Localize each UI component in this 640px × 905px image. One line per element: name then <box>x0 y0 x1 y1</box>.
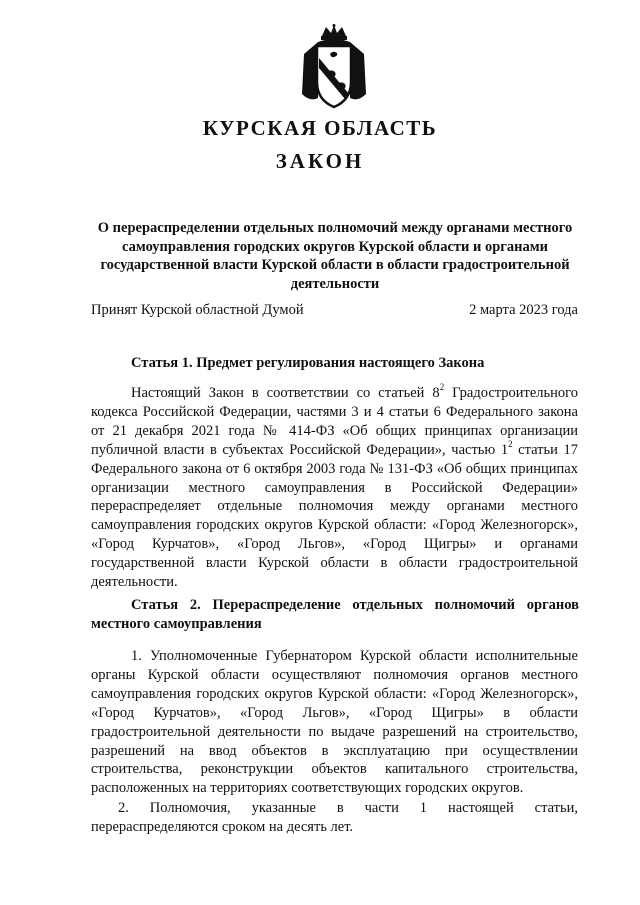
article-2-item-2: 2. Полномочия, указанные в части 1 настоящей статьи, перераспределяются сроком на десять лет. <box>91 800 578 835</box>
article-1-heading: Статья 1. Предмет регулирования настоящего Закона <box>131 355 485 371</box>
article-1-text-c: статьи 17 Федерального закона от 6 октября 2003 года № 131-ФЗ «Об общих принципах организации местного самоуправления в Российской Федерации» перераспределяет отдельные полномочия между органами местного самоуправления городских округов Курской области: «Город Железногорск», «Город Курчатов», «Город Льгов», «Город Щигры» и органами государственной власти Курской области в области градостроительной деятельности. <box>91 441 578 591</box>
superscript-a: 2 <box>439 382 445 393</box>
article-1-text-a: Настоящий Закон в соответствии со статьей 8 <box>131 385 440 401</box>
adoption-date: 2 марта 2023 года <box>469 302 578 318</box>
article-2-heading: Статья 2. Перераспределение отдельных полномочий органов местного самоуправления <box>91 597 579 632</box>
article-1-paragraph <box>91 384 578 592</box>
region-heading: КУРСКАЯ ОБЛАСТЬ <box>202 116 438 140</box>
document-type-heading: ЗАКОН <box>275 149 365 173</box>
law-title: О перераспределении отдельных полномочий между органами местного самоуправления городских округов Курской области и органами государственной власти Курской области в области градостроительной деятельности <box>97 220 573 292</box>
article-1-text-b: Градостроительного кодекса Российской Федерации, частями 3 и 4 статьи 6 Федерального закона от 21 декабря 2021 года № 414-ФЗ «Об общих принципах организации публичной власти в субъектах Российской Федерации», частью 1 <box>91 385 579 458</box>
article-2-item-1: 1. Уполномоченные Губернатором Курской области исполнительные органы Курской области осуществляют полномочия органов местного самоуправления городских округов Курской области: «Город Железногорск», «Город Курчатов», «Город Льгов», «Город Щигры» в области градостроительной деятельности по выдаче разрешений на строительство, разрешений на ввод объектов в эксплуатацию при осуществлении строительства, реконструкции объектов капитального строительства, расположенных на территориях соответствующих городских округов. <box>91 648 578 797</box>
adopted-by: Принят Курской областной Думой <box>91 302 304 318</box>
coat-of-arms-icon <box>300 24 368 110</box>
superscript-b: 2 <box>508 438 513 449</box>
